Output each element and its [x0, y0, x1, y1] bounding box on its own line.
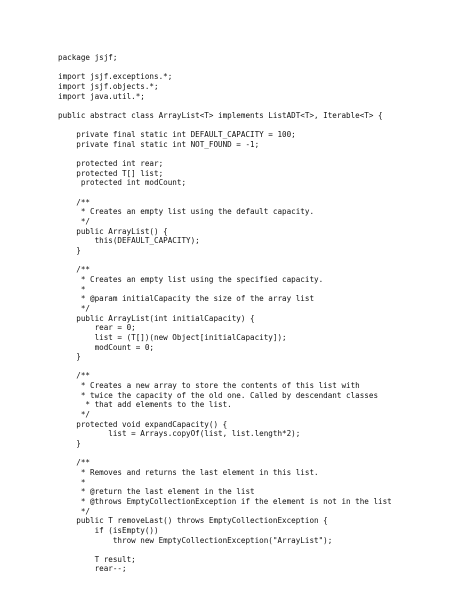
code-line: * twice the capacity of the old one. Called by descendant classes: [58, 390, 379, 400]
code-line: /**: [58, 197, 91, 207]
code-line: * Removes and returns the last element in this list.: [58, 467, 319, 477]
code-line: if (isEmpty()): [58, 525, 159, 535]
code-line: protected int rear;: [58, 159, 164, 169]
code-line: */: [58, 217, 91, 227]
code-line: * @throws EmptyCollectionException if the element is not in the list: [58, 496, 392, 506]
code-line: *: [58, 284, 86, 294]
code-line: }: [58, 439, 81, 448]
code-line: modCount = 0;: [58, 342, 155, 352]
code-line: rear--;: [58, 564, 127, 574]
code-line: protected T[] list;: [58, 168, 164, 178]
code-line: list = Arrays.copyOf(list, list.length*2);: [58, 429, 301, 439]
code-line: this(DEFAULT_CAPACITY);: [58, 236, 200, 246]
code-line: /**: [58, 458, 91, 468]
code-line: public T removeLast() throws EmptyCollectionException {: [58, 516, 328, 526]
code-line: rear = 0;: [58, 323, 136, 333]
code-line: }: [58, 352, 81, 362]
code-line: protected int modCount;: [58, 178, 187, 188]
code-line: /**: [58, 371, 91, 381]
code-line: public ArrayList() {: [58, 226, 168, 236]
code-line: import jsjf.objects.*;: [58, 81, 159, 91]
code-line: public ArrayList(int initialCapacity) {: [58, 313, 255, 323]
code-line: * @return the last element in the list: [58, 487, 255, 497]
code-line: /**: [58, 265, 91, 275]
code-line: *: [58, 477, 86, 487]
code-line: private final static int NOT_FOUND = -1;: [58, 139, 260, 149]
code-line: */: [58, 303, 91, 313]
code-line: list = (T[])(new Object[initialCapacity]);: [58, 332, 287, 342]
code-line: import jsjf.exceptions.*;: [58, 72, 173, 82]
code-line: package jsjf;: [58, 53, 118, 62]
code-line: * that add elements to the list.: [58, 400, 232, 410]
code-line: protected void expandCapacity() {: [58, 419, 228, 429]
code-line: */: [58, 410, 91, 420]
code-line: public abstract class ArrayList<T> implements ListADT<T>, Iterable<T> {: [58, 110, 383, 120]
code-line: * Creates a new array to store the contents of this list with: [58, 381, 360, 391]
code-line: }: [58, 246, 81, 255]
code-line: * @param initialCapacity the size of the array list: [58, 294, 315, 304]
code-line: throw new EmptyCollectionException("ArrayList");: [58, 535, 333, 545]
code-line: private final static int DEFAULT_CAPACITY = 100;: [58, 130, 296, 140]
code-line: */: [58, 506, 91, 516]
code-line: * Creates an empty list using the specified capacity.: [58, 274, 324, 284]
code-line: T result;: [58, 554, 136, 564]
code-line: * Creates an empty list using the default capacity.: [58, 207, 315, 217]
code-line: import java.util.*;: [58, 91, 145, 101]
